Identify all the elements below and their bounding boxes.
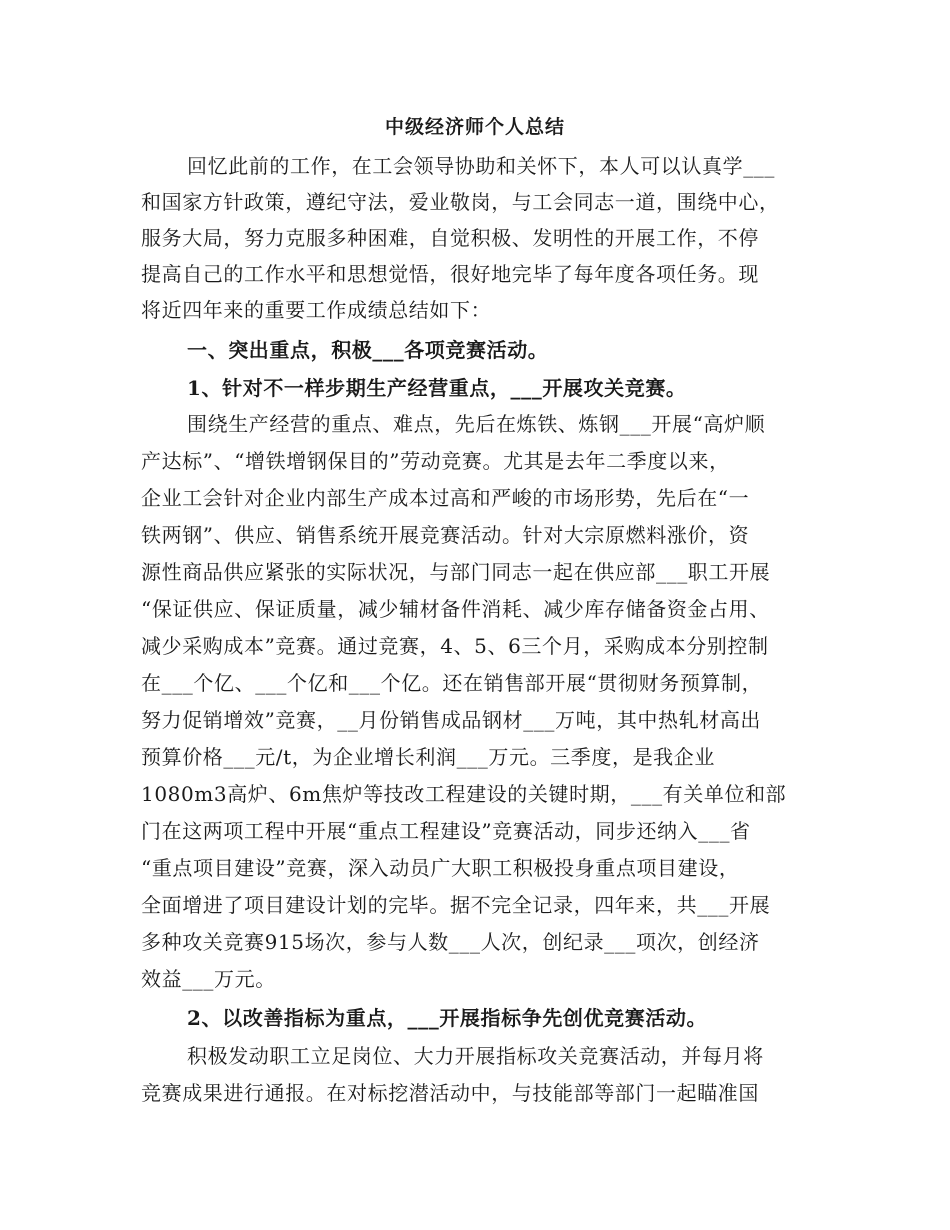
- paragraph-line: 效益___万元。: [141, 967, 276, 991]
- document-title: 中级经济师个人总结: [384, 116, 565, 138]
- paragraph-line: 源性商品供应紧张的实际状况，与部门同志一起在供应部___职工开展: [141, 560, 771, 584]
- paragraph-line: 门在这两项工程中开展“重点工程建设”竞赛活动，同步还纳入___省: [141, 819, 751, 843]
- paragraph-line: 在___个亿、___个亿和___个亿。还在销售部开展“贯彻财务预算制，: [141, 671, 763, 695]
- paragraph-line: 将近四年来的重要工作成绩总结如下：: [141, 298, 492, 322]
- paragraph-line: 积极发动职工立足岗位、大力开展指标攻关竞赛活动，并每月将: [187, 1044, 764, 1068]
- paragraph-line: 预算价格___元/t，为企业增长利润___万元。三季度，是我企业: [141, 745, 715, 769]
- paragraph-line: “保证供应、保证质量，减少辅材备件消耗、减少库存储备资金占用、: [141, 597, 770, 621]
- paragraph-line: “重点项目建设”竞赛，深入动员广大职工积极投身重点项目建设，: [141, 856, 740, 880]
- section-heading: 一、突出重点，积极___各项竞赛活动。: [187, 338, 549, 362]
- paragraph-line: 提高自己的工作水平和思想觉悟，很好地完毕了每年度各项任务。现: [141, 262, 759, 286]
- paragraph-line: 产达标”、“增铁增钢保目的”劳动竞赛。尤其是去年二季度以来，: [141, 449, 730, 473]
- paragraph-line: 全面增进了项目建设计划的完毕。据不完全记录，四年来，共___开展: [141, 893, 771, 917]
- paragraph-line: 竞赛成果进行通报。在对标挖潜活动中，与技能部等部门一起瞄准国: [141, 1081, 759, 1105]
- paragraph-line: 1080m3高炉、6m焦炉等技改工程建设的关键时期，___有关单位和部: [141, 782, 787, 806]
- paragraph-line: 努力促销增效”竞赛，__月份销售成品钢材___万吨，其中热轧材高出: [141, 708, 762, 732]
- paragraph-line: 回忆此前的工作，在工会领导协助和关怀下，本人可以认真学___: [187, 154, 775, 178]
- paragraph-line: 服务大局，努力克服多种困难，自觉积极、发明性的开展工作，不停: [141, 226, 759, 250]
- paragraph-line: 企业工会针对企业内部生产成本过高和严峻的市场形势，先后在“一: [141, 486, 750, 510]
- paragraph-line: 多种攻关竞赛915场次，参与人数___人次，创纪录___项次，创经济: [141, 930, 760, 954]
- subsection-heading: 2、以改善指标为重点，___开展指标争先创优竞赛活动。: [187, 1006, 708, 1030]
- paragraph-line: 铁两钢”、供应、销售系统开展竞赛活动。针对大宗原燃料涨价，资: [141, 523, 750, 547]
- paragraph-line: 围绕生产经营的重点、难点，先后在炼铁、炼钢___开展“高炉顺: [187, 412, 766, 436]
- subsection-heading: 1、针对不一样步期生产经营重点，___开展攻关竞赛。: [187, 376, 687, 400]
- paragraph-line: 减少采购成本”竞赛。通过竞赛，4、5、6三个月，采购成本分别控制: [141, 634, 769, 658]
- paragraph-line: 和国家方针政策，遵纪守法，爱业敬岗，与工会同志一道，围绕中心，: [141, 190, 780, 214]
